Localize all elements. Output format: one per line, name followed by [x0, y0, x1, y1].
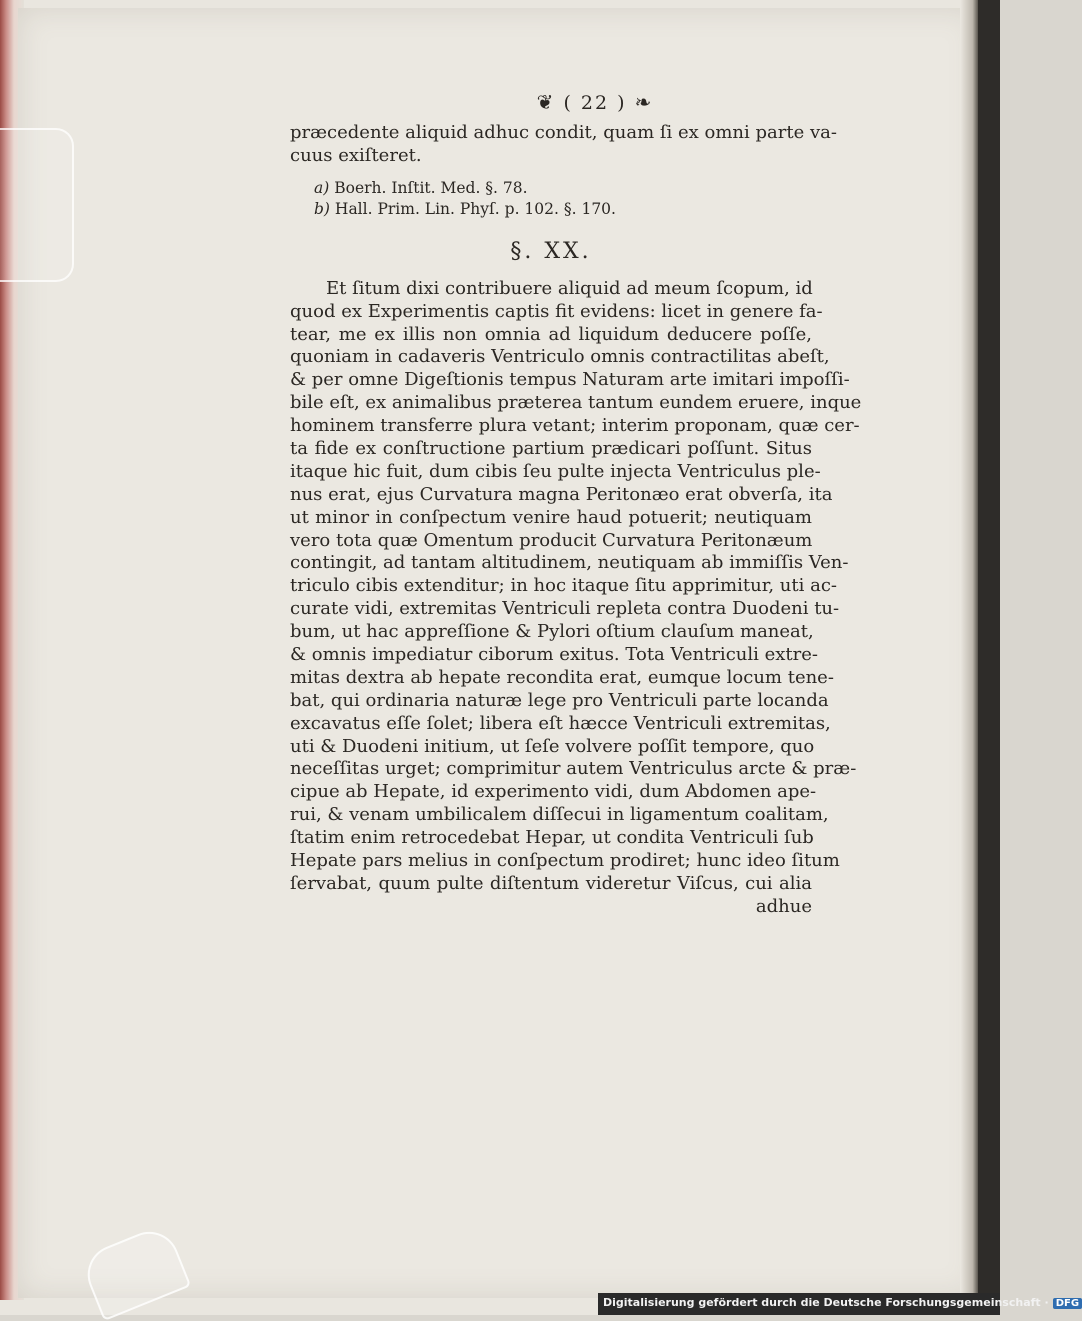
text-line: Hepate pars melius in conſpectum prodiret; hunc ideo ſitum	[290, 850, 840, 872]
text-line: & per omne Digeſtionis tempus Naturam arte imitari impoſſi-	[290, 369, 850, 391]
footnote-a	[290, 178, 812, 199]
page-text	[290, 88, 862, 919]
footnote-text: Boerh. Inſtit. Med. §. 78.	[334, 178, 528, 197]
text-line: bum, ut hac appreſſione & Pylori oſtium clauſum maneat,	[290, 621, 814, 643]
footnote-mark: a)	[314, 178, 330, 197]
text-line: cipue ab Hepate, id experimento vidi, dum Abdomen ape-	[290, 781, 817, 803]
text-line: ut minor in conſpectum venire haud potuerit; neutiquam	[290, 506, 812, 528]
text-line: ſtatim enim retrocedebat Hepar, ut condita Ventriculi ſub	[290, 827, 814, 849]
text-line: rui, & venam umbilicalem diſſecui in ligamentum coalitam,	[290, 804, 829, 826]
text-line: cuus exiſteret.	[290, 144, 422, 166]
footnote-text: Hall. Prim. Lin. Phyſ. p. 102. §. 170.	[334, 199, 616, 218]
footer-text: Digitalisierung gefördert durch die Deutsche Forschungsgemeinschaft	[603, 1296, 1041, 1309]
text-line: quod ex Experimentis captis fit evidens: licet in genere fa-	[290, 300, 823, 322]
text-line: itaque hic fuit, dum cibis ſeu pulte injecta Ventriculus ple-	[290, 460, 821, 482]
page-gutter-shadow	[960, 0, 978, 1310]
text-line: uti & Duodeni initium, ut ſeſe volvere poſſit tempore, quo	[290, 735, 815, 757]
text-line: contingit, ad tantam altitudinem, neutiquam ab immiſſis Ven-	[290, 552, 849, 574]
footnote-b	[290, 199, 812, 220]
text-line: excavatus eſſe ſolet; libera eſt hæcce Ventriculi extremitas,	[290, 712, 831, 734]
ornament-right-icon: ❧	[634, 90, 654, 114]
section-heading: §. XX.	[510, 238, 592, 264]
text-line: curate vidi, extremitas Ventriculi repleta contra Duodeni tu-	[290, 598, 840, 620]
text-line: ta fide ex conſtructione partium prædicari poſſunt. Situs	[290, 438, 812, 460]
text-line: vero tota quæ Omentum producit Curvatura Peritonæum	[290, 529, 813, 551]
text-line: triculo cibis extenditur; in hoc itaque ſitu apprimitur, uti ac-	[290, 575, 837, 597]
text-line: nus erat, ejus Curvatura magna Peritonæo erat obverſa, ita	[290, 483, 833, 505]
dfg-logo: DFG	[1053, 1298, 1082, 1309]
page-number-header	[378, 88, 812, 116]
text-line: tear, me ex illis non omnia ad liquidum deducere poſſe,	[290, 323, 812, 345]
text-line: & omnis impediatur ciborum exitus. Tota Ventriculi extre-	[290, 644, 818, 666]
ornament-left-icon: ❦	[536, 90, 556, 114]
catchword: adhue	[755, 895, 812, 917]
page-number: ( 22 )	[563, 92, 627, 114]
footer: Digitalisierung gefördert durch die Deutsche Forschungsgemeinschaft · DFG	[603, 1296, 1082, 1309]
text-line: præcedente aliquid adhuc condit, quam ſi ex omni parte va-	[290, 122, 837, 143]
page-clip-top	[0, 128, 74, 282]
text-line: quoniam in cadaveris Ventriculo omnis contractilitas abeſt,	[290, 346, 830, 368]
text-line: neceſſitas urget; comprimitur autem Ventriculus arcte & præ-	[290, 758, 857, 780]
text-line: bile eſt, ex animalibus præterea tantum eundem eruere, inque	[290, 392, 862, 414]
footnotes	[290, 178, 812, 220]
text-line: ſervabat, quum pulte diſtentum videretur Viſcus, cui alia	[290, 872, 812, 894]
text-line: bat, qui ordinaria naturæ lege pro Ventriculi parte locanda	[290, 689, 829, 711]
footnote-mark: b)	[314, 199, 330, 218]
text-line: mitas dextra ab hepate recondita erat, eumque locum tene-	[290, 666, 834, 688]
text-line: Et ſitum dixi contribuere aliquid ad meum ſcopum, id	[326, 277, 813, 299]
text-line: hominem transferre plura vetant; interim proponam, quæ cer-	[290, 415, 860, 437]
book-binding	[978, 0, 1000, 1315]
